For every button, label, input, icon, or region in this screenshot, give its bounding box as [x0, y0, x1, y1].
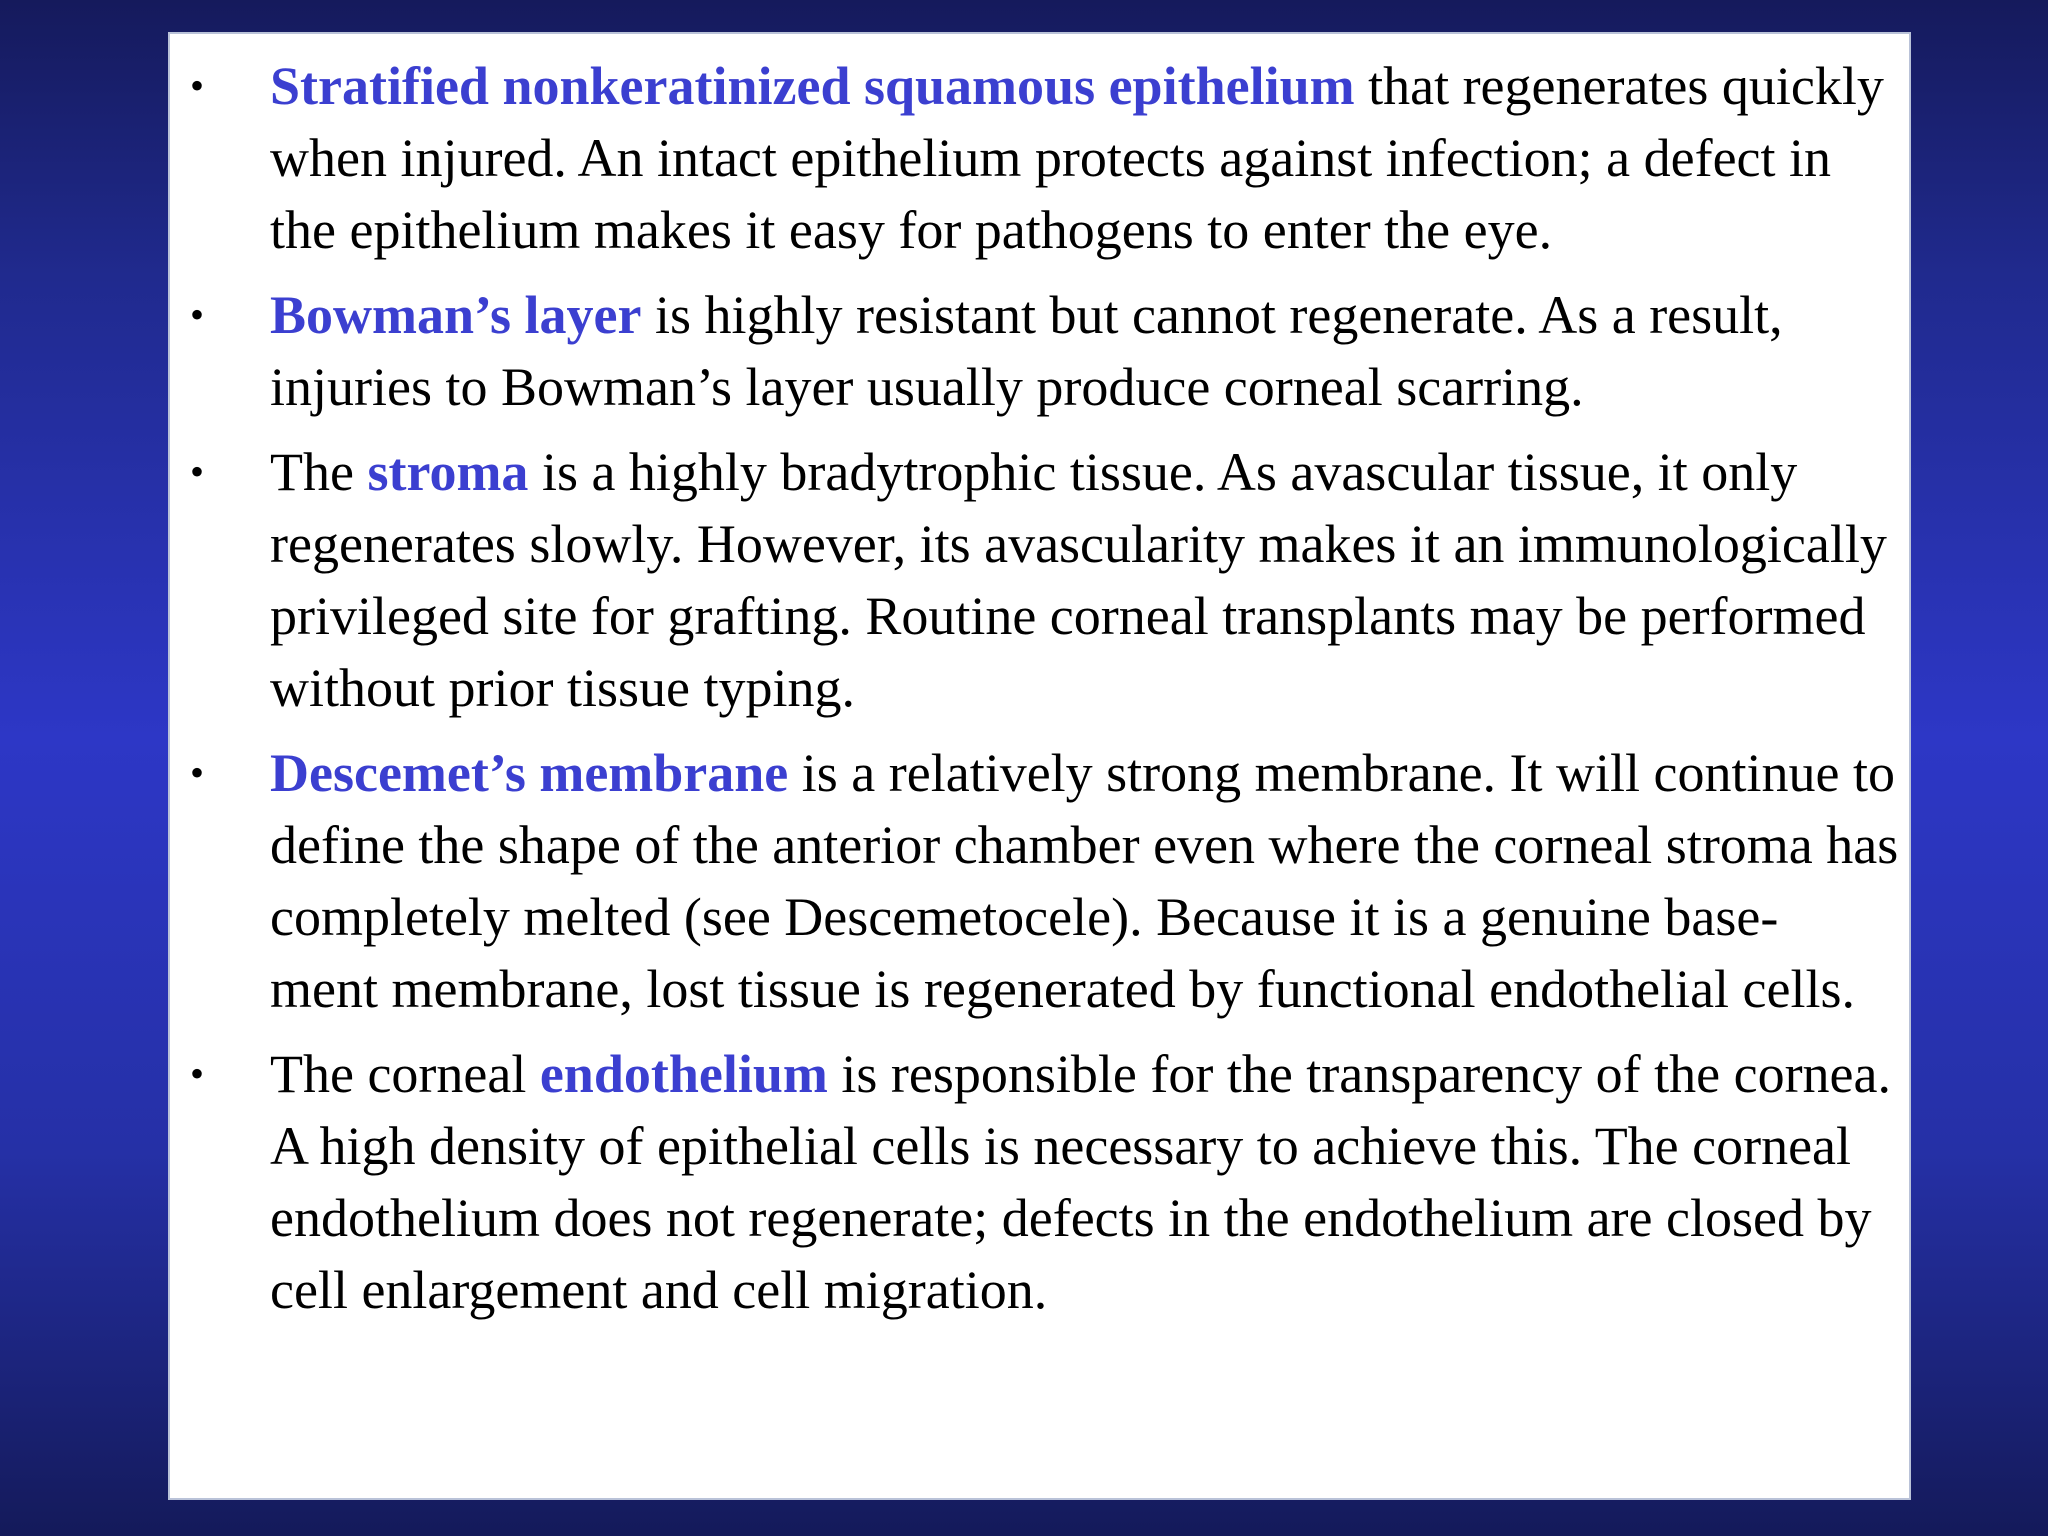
bullet-item-stroma: [170, 436, 1899, 724]
term-endothelium: endothelium: [539, 1044, 828, 1104]
bullet-text-after: is a relatively strong membrane. It will continue to define the shape of the anterior chamber even where the corneal stroma has completely melted (see Descemetocele). Because it is a genuine base- ment membrane, lost tissue is regenerated by functional endothelial cells.: [270, 743, 1899, 1019]
bullet-icon: •: [190, 449, 205, 494]
bullet-item-endothelium: [170, 1038, 1899, 1326]
term-descemets-membrane: Descemet’s membrane: [270, 743, 789, 803]
term-stroma: stroma: [367, 442, 529, 502]
bullet-list: [170, 34, 1909, 1326]
bullet-item-epithelium: [170, 50, 1899, 266]
term-epithelium: Stratified nonkeratinized squamous epithelium: [270, 56, 1355, 116]
bullet-text-after: that regenerates quickly when injured. An intact epithelium protects against infection; a defect in the epithelium makes it easy for pathogens to enter the eye.: [270, 56, 1884, 260]
bullet-text-before: The: [270, 442, 368, 502]
bullet-text-before: The corneal: [270, 1044, 540, 1104]
bullet-item-bowmans-layer: [170, 279, 1899, 423]
bullet-icon: •: [190, 750, 205, 795]
bullet-item-descemets-membrane: [170, 737, 1899, 1025]
bullet-text-after: is a highly bradytrophic tissue. As avascular tissue, it only regenerates slowly. However, its avascularity makes it an immunologically privileged site for grafting. Routine corneal transplants may be performed without prior tissue typing.: [270, 442, 1887, 718]
bullet-icon: •: [190, 63, 205, 108]
content-box: [168, 32, 1911, 1500]
bullet-icon: •: [190, 292, 205, 337]
term-bowmans-layer: Bowman’s layer: [270, 285, 642, 345]
bullet-text-after: is highly resistant but cannot regenerate. As a result, injuries to Bowman’s layer usually produce corneal scarring.: [270, 285, 1783, 417]
bullet-text-after: is responsible for the transparency of the cornea. A high density of epithelial cells is necessary to achieve this. The corneal endothelium does not regenerate; defects in the endothelium are closed by cell enlargement and cell migration.: [270, 1044, 1891, 1320]
bullet-icon: •: [190, 1051, 205, 1096]
